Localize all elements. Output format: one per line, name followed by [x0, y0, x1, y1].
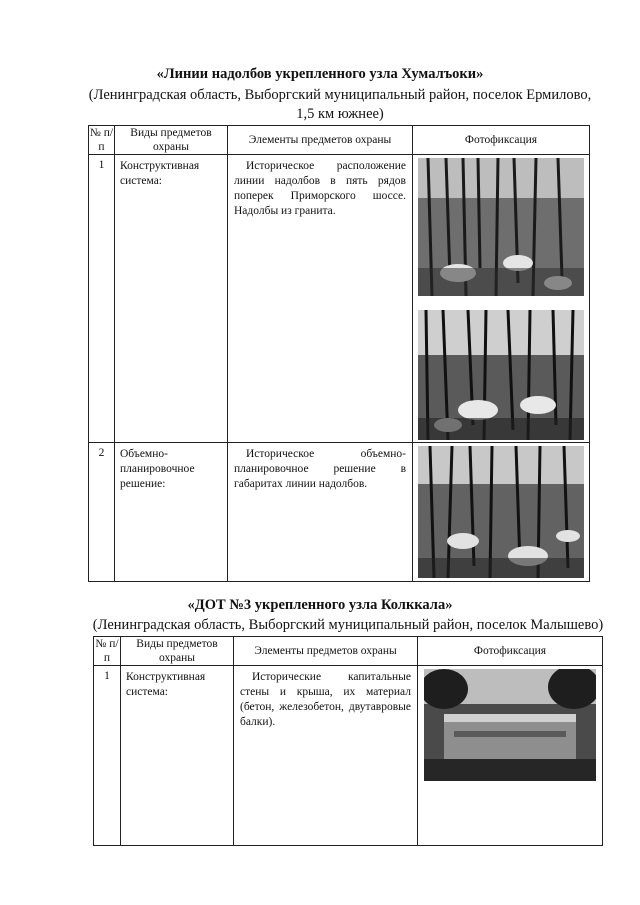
section1-subtitle-line2: 1,5 км южнее) [296, 106, 384, 122]
section1-table [88, 125, 590, 582]
forest-photo-3 [418, 446, 584, 578]
section2-subtitle: (Ленинградская область, Выборгский муниципальный район, поселок Малышево) [92, 617, 604, 633]
header-kind: Виды предметов охраны [115, 126, 228, 155]
forest-photo-2 [418, 310, 584, 440]
header-kind: Виды предметов охраны [121, 637, 234, 666]
row-photos [413, 443, 590, 582]
section1-subtitle-line1: (Ленинградская область, Выборгский муниципальный район, поселок Ермилово, [88, 87, 592, 103]
section2-title: «ДОТ №3 укрепленного узла Колккала» [187, 597, 453, 613]
row-num: 1 [89, 155, 115, 443]
row-photos [418, 666, 603, 846]
section1-subtitle [80, 86, 600, 124]
row-kind: Конструктивная система: [115, 155, 228, 443]
row-kind: Конструктивная система: [121, 666, 234, 846]
row-elements: Историческое объемно-планировочное решение в габаритах линии надолбов. [228, 443, 413, 582]
row-elements: Исторические капитальные стены и крыша, их материал (бетон, железобетон, двутавровые балки). [234, 666, 418, 846]
header-num: № п/п [95, 638, 119, 664]
table-row [94, 666, 603, 846]
row-elements: Историческое расположение линии надолбов в пять рядов поперек Приморского шоссе. Надолбы из гранита. [228, 155, 413, 443]
row-photos [413, 155, 590, 443]
header-photo: Фотофиксация [413, 126, 590, 155]
row-kind: Объемно-планировочное решение: [115, 443, 228, 582]
header-photo: Фотофиксация [418, 637, 603, 666]
table-row [89, 155, 590, 443]
table-row [89, 443, 590, 582]
row-num: 1 [94, 666, 121, 846]
row-num: 2 [89, 443, 115, 582]
section2-table [93, 636, 603, 846]
header-elements: Элементы предметов охраны [228, 126, 413, 155]
header-num: № п/п [89, 127, 114, 153]
header-elements: Элементы предметов охраны [234, 637, 418, 666]
section1-title: «Линии надолбов укрепленного узла Хумалъоки» [156, 66, 484, 82]
bunker-photo [424, 669, 596, 781]
forest-photo-1 [418, 158, 584, 296]
